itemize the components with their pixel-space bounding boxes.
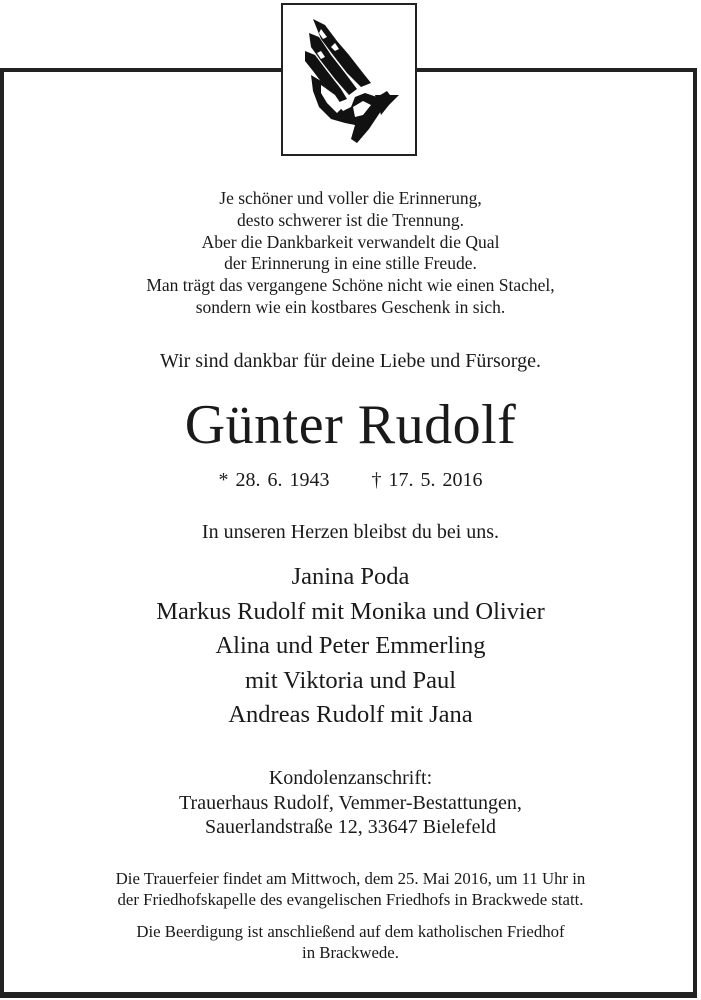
ceremony-line: der Friedhofskapelle des evangelischen Friedhofs in Brackwede statt.: [117, 889, 584, 909]
mourner: Andreas Rudolf mit Jana: [228, 701, 473, 728]
mourner: mit Viktoria und Paul: [244, 666, 457, 694]
burial-line: Die Beerdigung ist anschließend auf dem katholischen Friedhof: [136, 922, 565, 941]
condolence-address: [0, 766, 701, 840]
mourner: Alina und Peter Emmerling: [215, 632, 486, 659]
address-line: Sauerlandstraße 12, 33647 Bielefeld: [204, 816, 497, 838]
thanks-line: Wir sind dankbar für deine Liebe und Fürsorge.: [160, 350, 541, 372]
hearts-line: In unseren Herzen bleibst du bei uns.: [201, 521, 500, 543]
poem-line: desto schwerer ist die Trennung.: [237, 209, 464, 230]
poem-line: Man trägt das vergangene Schöne nicht wie einen Stachel,: [146, 275, 555, 296]
death-date: † 17. 5. 2016: [371, 469, 483, 491]
mourner: Janina Poda: [291, 563, 410, 590]
life-dates: [0, 469, 701, 492]
emblem-box: [281, 3, 417, 156]
birth-date: * 28. 6. 1943: [218, 469, 330, 491]
memorial-poem: [0, 188, 701, 319]
poem-line: Aber die Dankbarkeit verwandelt die Qual: [201, 231, 500, 252]
burial-info: [0, 922, 701, 963]
poem-line: der Erinnerung in eine stille Freude.: [224, 253, 477, 274]
mourner: Markus Rudolf mit Monika und Olivier: [156, 597, 545, 625]
mourners-list: [0, 560, 701, 733]
deceased-name: Günter Rudolf: [184, 394, 517, 456]
praying-hands-icon: [291, 11, 409, 149]
ceremony-line: Die Trauerfeier findet am Mittwoch, dem 25. Mai 2016, um 11 Uhr in: [115, 869, 586, 888]
poem-line: sondern wie ein kostbares Geschenk in sich.: [195, 296, 506, 317]
address-label: Kondolenzanschrift:: [268, 767, 433, 789]
address-line: Trauerhaus Rudolf, Vemmer-Bestattungen,: [179, 791, 522, 814]
burial-line: in Brackwede.: [302, 942, 399, 962]
poem-line: Je schöner und voller die Erinnerung,: [219, 188, 482, 208]
ceremony-info: [0, 869, 701, 910]
